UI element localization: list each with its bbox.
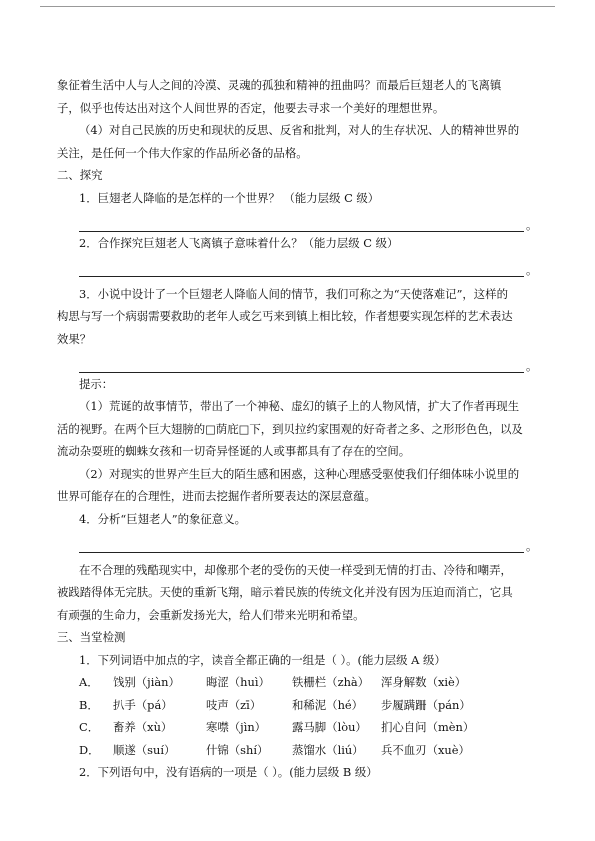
option-label: B．	[79, 697, 99, 712]
option-item: 铁栅栏（zhà）	[292, 675, 370, 689]
document-page	[57, 74, 542, 784]
hint-title: 提示：	[79, 376, 114, 391]
option-a[interactable]	[57, 671, 542, 694]
question-3-line: 构思与写一个病弱需要救助的老年人或乞丐来到镇上相比较，作者想要实现怎样的艺术表达	[57, 309, 513, 323]
hint-1-line: （1）荒诞的故事情节，带出了一个神秘、虚幻的镇子上的人物风情，扩大了作者再现生	[79, 399, 520, 413]
text-line: 关注，是任何一个伟大作家的作品所必备的品格。	[57, 145, 308, 160]
answer-4-line: 有顽强的生命力，会重新发扬光大，给人们带来光明和希望。	[57, 607, 365, 622]
option-item: 什锦（shí）	[206, 742, 269, 757]
option-item: 和稀泥（hé）	[292, 697, 364, 712]
question-2: 2．合作探究巨翅老人飞离镇子意味着什么？（能力层级 C 级）	[79, 235, 399, 250]
answer-4-line: 在不合理的残酷现实中，却像那个老的受伤的天使一样受到无情的打击、冷待和嘲弄，	[79, 562, 512, 577]
header-rule	[40, 6, 555, 7]
question-1: 1．巨翅老人降临的是怎样的一个世界？ （能力层级 C 级）	[79, 190, 380, 205]
hint-2-line: 世界可能存在的合理性，进而去挖掘作者所要表达的深层意蕴。	[57, 489, 376, 503]
option-label: C．	[79, 720, 100, 734]
option-item: 顺遂（suí）	[113, 742, 176, 757]
option-item: 露马脚（lòu）	[292, 720, 367, 734]
option-item: 饯别（jiàn）	[113, 675, 180, 689]
mc-question-2: 2．下列语句中，没有语病的一项是（ ）。(能力层级 B 级）	[79, 765, 378, 779]
option-c[interactable]	[57, 716, 542, 739]
option-item: 晦涩（huì）	[206, 675, 270, 689]
option-d[interactable]	[57, 739, 542, 762]
option-item: 扪心自问（mèn）	[381, 720, 475, 734]
answer-4-line: 被践踏得体无完肤。天使的重新飞翔，暗示着民族的传统文化并没有因为压迫而消亡，它具	[57, 585, 513, 599]
text-line: （4）对自己民族的历史和现状的反思、反省和批判，对人的生存状况、人的精神世界的	[79, 123, 520, 137]
option-item: 吱声（zī）	[206, 697, 262, 712]
option-b[interactable]	[57, 694, 542, 717]
mc-question-1: 1．下列词语中加点的字，读音全都正确的一组是（ ）。(能力层级 A 级）	[79, 652, 446, 667]
answer-blank-4[interactable]: 。	[57, 530, 542, 553]
hint-1-line: 活的视野。在两个巨大翅膀的□荫庇□下，到贝拉约家围观的好奇者之多、之形形色色，以及	[57, 421, 523, 436]
option-item: 步履蹒跚（pán）	[381, 697, 471, 712]
answer-blank-2[interactable]: 。	[57, 254, 542, 277]
option-item: 寒噤（jìn）	[206, 720, 267, 734]
option-label: A．	[79, 675, 99, 689]
section-title: 二、探究	[57, 168, 103, 182]
hint-2-line: （2）对现实的世界产生巨大的陌生感和困惑，这种心理感受驱使我们仔细体味小说里的	[79, 466, 520, 481]
option-label: D．	[79, 742, 100, 757]
answer-blank-3[interactable]: 。	[57, 350, 542, 373]
question-4: 4．分析“巨翅老人”的象征意义。	[79, 511, 246, 526]
question-3-line: 3．小说中设计了一个巨翅老人降临人间的情节，我们可称之为“天使落难记”，这样的	[79, 286, 508, 301]
answer-blank-1[interactable]: 。	[57, 209, 542, 232]
option-item: 蒸馏水（liú）	[292, 742, 364, 757]
text-line: 象征着生活中人与人之间的冷漠、灵魂的孤独和精神的扭曲吗？而最后巨翅老人的飞离镇	[57, 78, 502, 92]
option-item: 浑身解数（xiè）	[381, 675, 467, 689]
question-3-line: 效果？	[57, 331, 92, 346]
option-item: 畜养（xù）	[113, 720, 173, 734]
option-item: 兵不血刃（xuè）	[381, 742, 470, 757]
hint-1-line: 流动杂耍班的蜘蛛女孩和一切奇异怪诞的人或事都具有了存在的空间。	[57, 444, 411, 458]
section-title: 三、当堂检测	[57, 630, 126, 644]
option-item: 扒手（pá）	[113, 697, 173, 712]
text-line: 子，似乎也传达出对这个人间世界的否定，他要去寻求一个美好的理想世界。	[57, 100, 445, 115]
